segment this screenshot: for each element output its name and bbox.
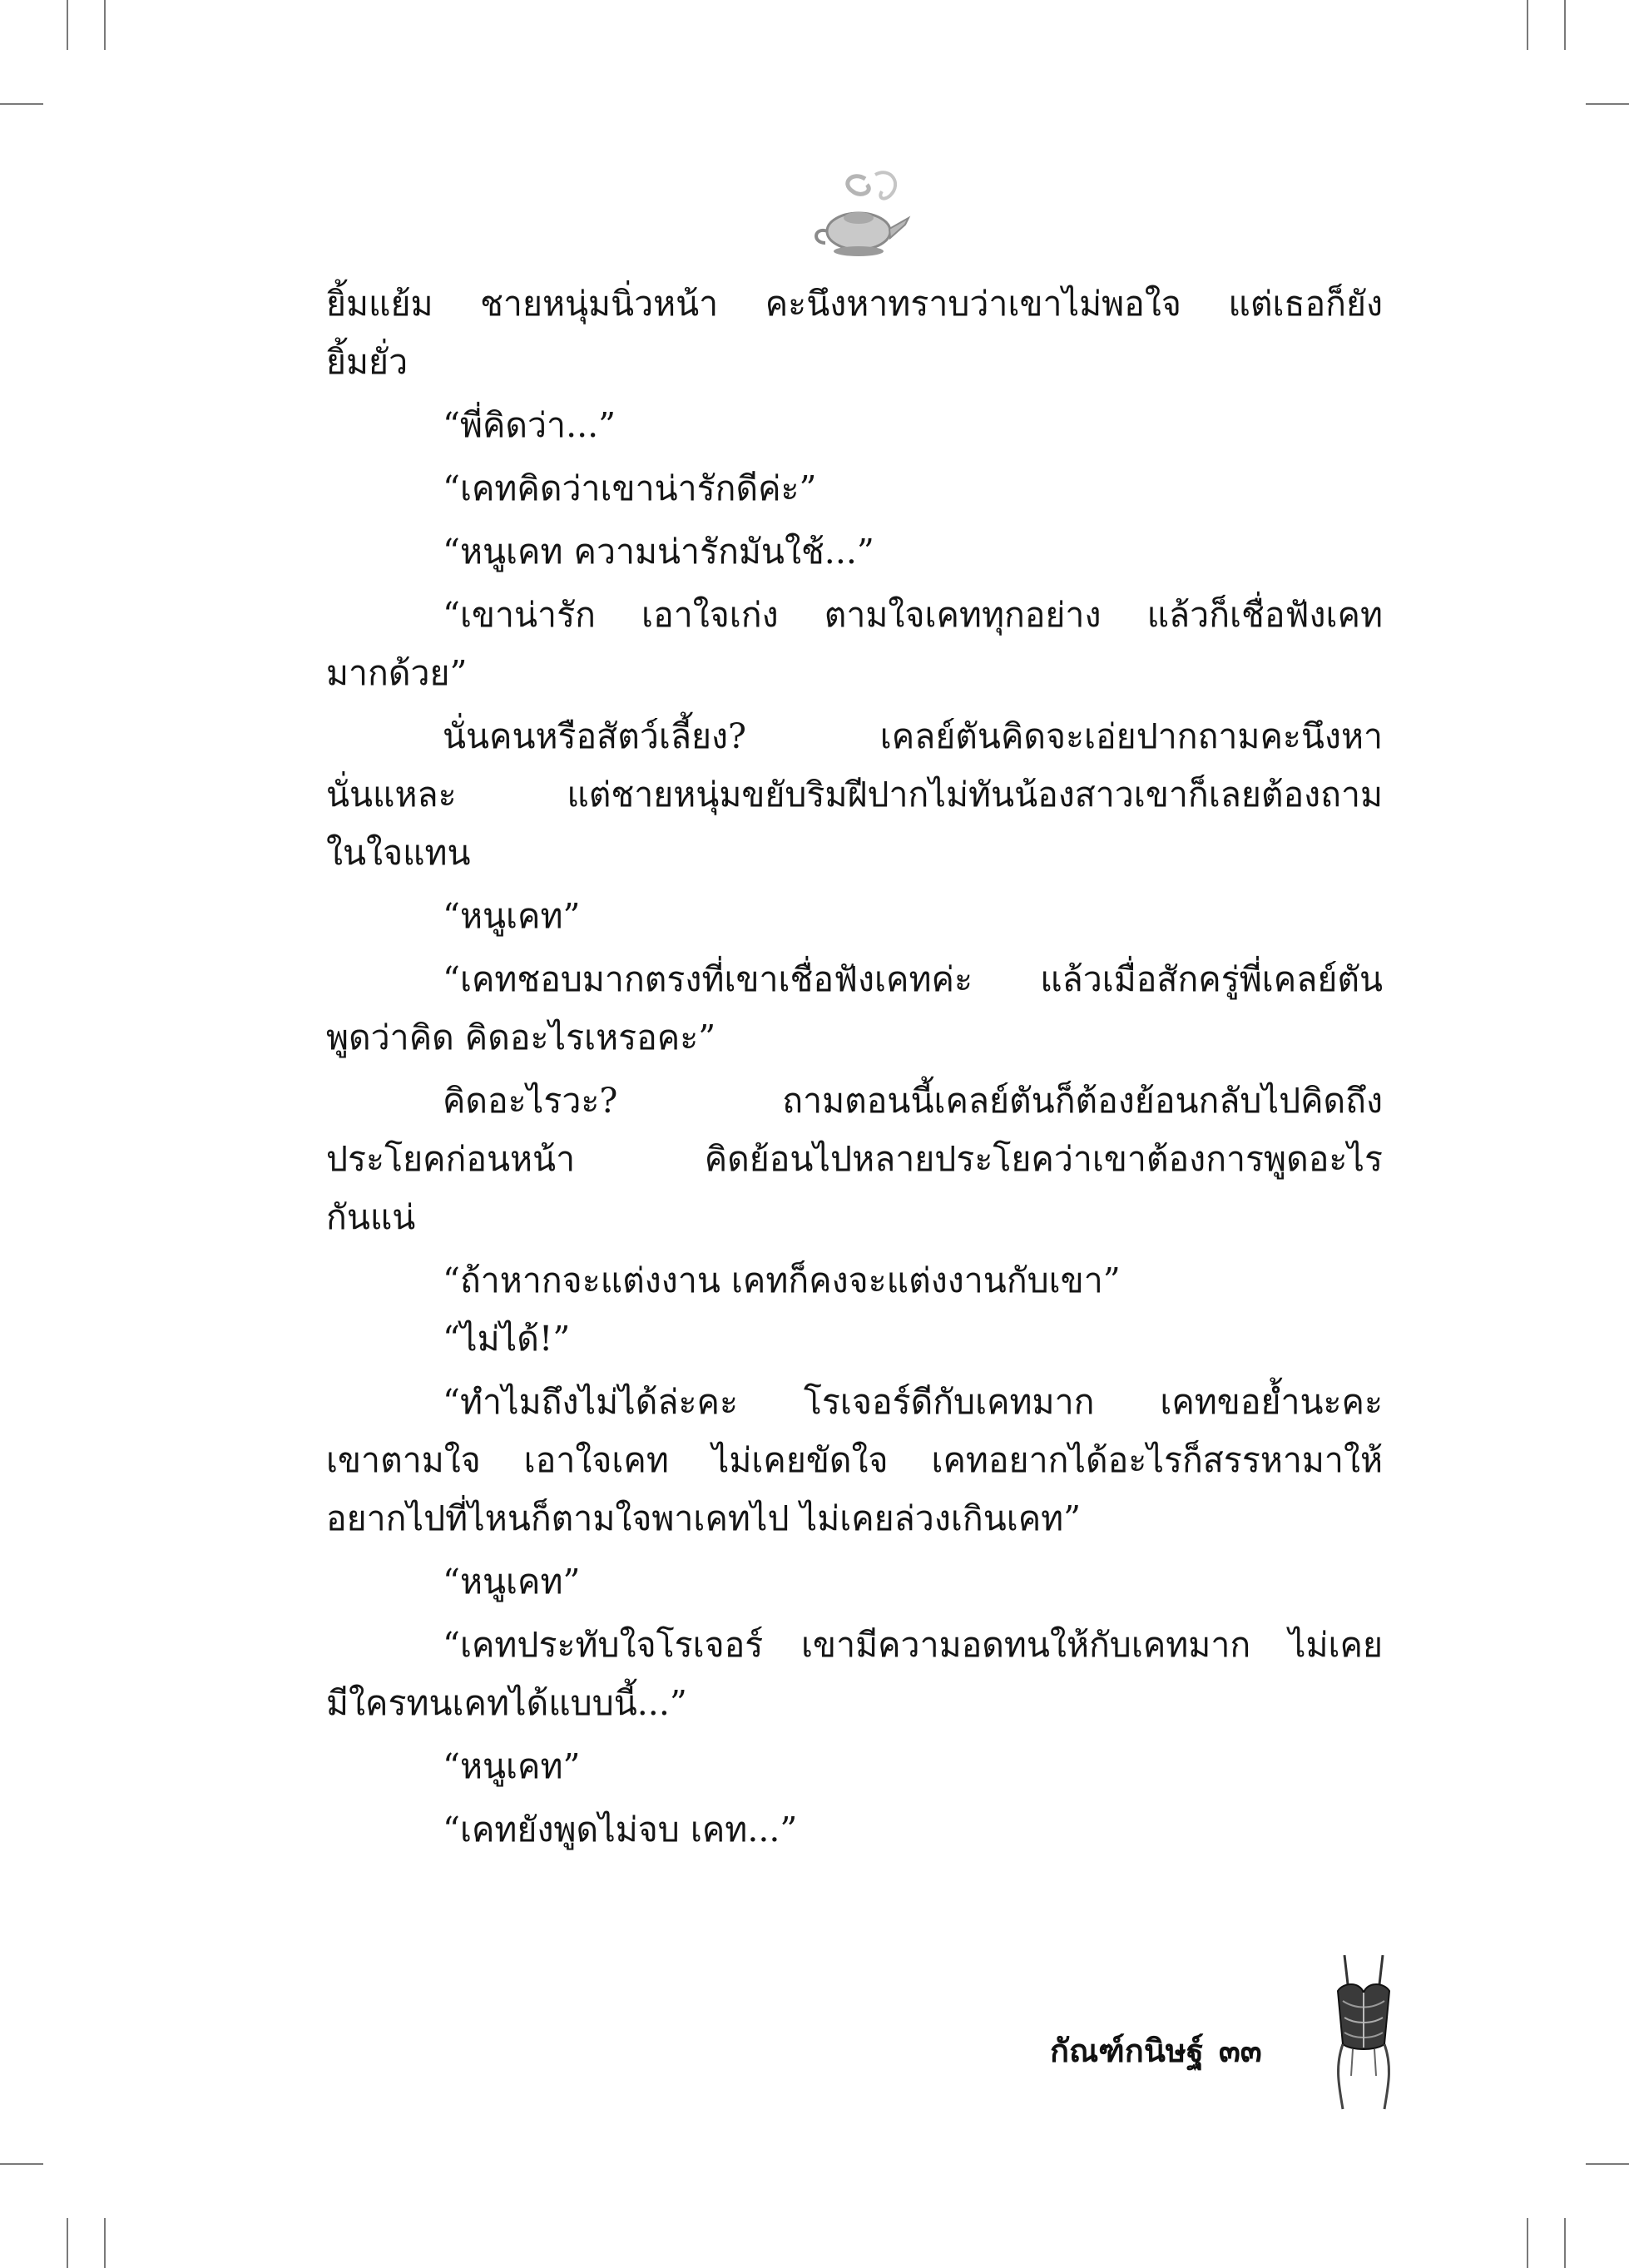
crop-mark xyxy=(1527,0,1528,50)
crop-mark xyxy=(1586,2163,1629,2165)
text-line: “หนูเคท” xyxy=(443,896,581,936)
crop-mark xyxy=(67,0,68,50)
crop-mark xyxy=(1564,2218,1566,2268)
text-line: “เคทประทับใจโรเจอร์ เขามีความอดทนให้กับเคทมาก ไม่เคย xyxy=(443,1625,1383,1665)
text-line: เขาตามใจ เอาใจเคท ไม่เคยขัดใจ เคทอยากได้อะไรก็สรรหามาให้ xyxy=(326,1440,1383,1480)
crop-mark xyxy=(67,2218,68,2268)
text-line: “เขาน่ารัก เอาใจเก่ง ตามใจเคททุกอย่าง แล้วก็เชื่อฟังเคท xyxy=(443,595,1383,635)
text-line: “ถ้าหากจะแต่งงาน เคทก็คงจะแต่งงานกับเขา” xyxy=(443,1260,1121,1300)
text-line: “เคทชอบมากตรงที่เขาเชื่อฟังเคทค่ะ แล้วเมื่อสักครู่พี่เคลย์ตัน xyxy=(443,959,1383,999)
text-line: ยิ้มแย้ม ชายหนุ่มนิ่วหน้า คะนึงหาทราบว่าเขาไม่พอใจ แต่เธอก็ยัง xyxy=(326,284,1383,324)
text-line: อยากไปที่ไหนก็ตามใจพาเคทไป ไม่เคยล่วงเกินเคท” xyxy=(326,1498,1082,1538)
text-line: พูดว่าคิด คิดอะไรเหรอคะ” xyxy=(326,1018,716,1057)
crop-mark xyxy=(0,2163,43,2165)
crop-mark xyxy=(0,103,43,105)
text-line: นั่นคนหรือสัตว์เลี้ยง? เคลย์ตันคิดจะเอ่ยปากถามคะนึงหา xyxy=(443,716,1383,756)
text-line: “พี่คิดว่า...” xyxy=(443,405,616,445)
text-line: “เคทคิดว่าเขาน่ารักดีค่ะ” xyxy=(443,468,817,508)
teapot-ornament-icon xyxy=(807,166,915,275)
crop-mark xyxy=(1527,2218,1528,2268)
crop-mark xyxy=(104,2218,106,2268)
text-line: มีใครทนเคทได้แบบนี้...” xyxy=(326,1683,687,1723)
text-line: ในใจแทน xyxy=(326,833,471,873)
text-line: “ทำไมถึงไม่ได้ล่ะคะ โรเจอร์ดีกับเคทมาก เคทขอย้ำนะคะ xyxy=(443,1382,1383,1422)
book-title: กัณฑ์กนิษฐ์ xyxy=(1050,2032,1204,2069)
crop-mark xyxy=(1586,103,1629,105)
text-line: ประโยคก่อนหน้า คิดย้อนไปหลายประโยคว่าเขาต้องการพูดอะไร xyxy=(326,1139,1383,1179)
crop-mark xyxy=(104,0,106,50)
text-line: นั่นแหละ แต่ชายหนุ่มขยับริมฝีปากไม่ทันน้องสาวเขาก็เลยต้องถาม xyxy=(326,775,1383,815)
text-line: “ไม่ได้!” xyxy=(443,1319,571,1359)
text-line: ยิ้มยั่ว xyxy=(326,342,408,382)
text-line: มากด้วย” xyxy=(326,653,468,693)
crop-mark xyxy=(1564,0,1566,50)
body-text xyxy=(326,275,1383,1859)
text-line: “หนูเคท” xyxy=(443,1562,581,1602)
text-line: “หนูเคท ความน่ารักมันใช้...” xyxy=(443,532,874,572)
page-number: ๓๓ xyxy=(1218,2032,1262,2069)
text-line: “เคทยังพูดไม่จบ เคท...” xyxy=(443,1810,798,1850)
page-footer xyxy=(1050,2022,1262,2080)
text-line: “หนูเคท” xyxy=(443,1746,581,1786)
text-line: กันแน่ xyxy=(326,1197,416,1237)
text-line: คิดอะไรวะ? ถามตอนนี้เคลย์ตันก็ต้องย้อนกลับไปคิดถึง xyxy=(443,1081,1383,1121)
corset-ornament-icon xyxy=(1326,1951,1401,2113)
